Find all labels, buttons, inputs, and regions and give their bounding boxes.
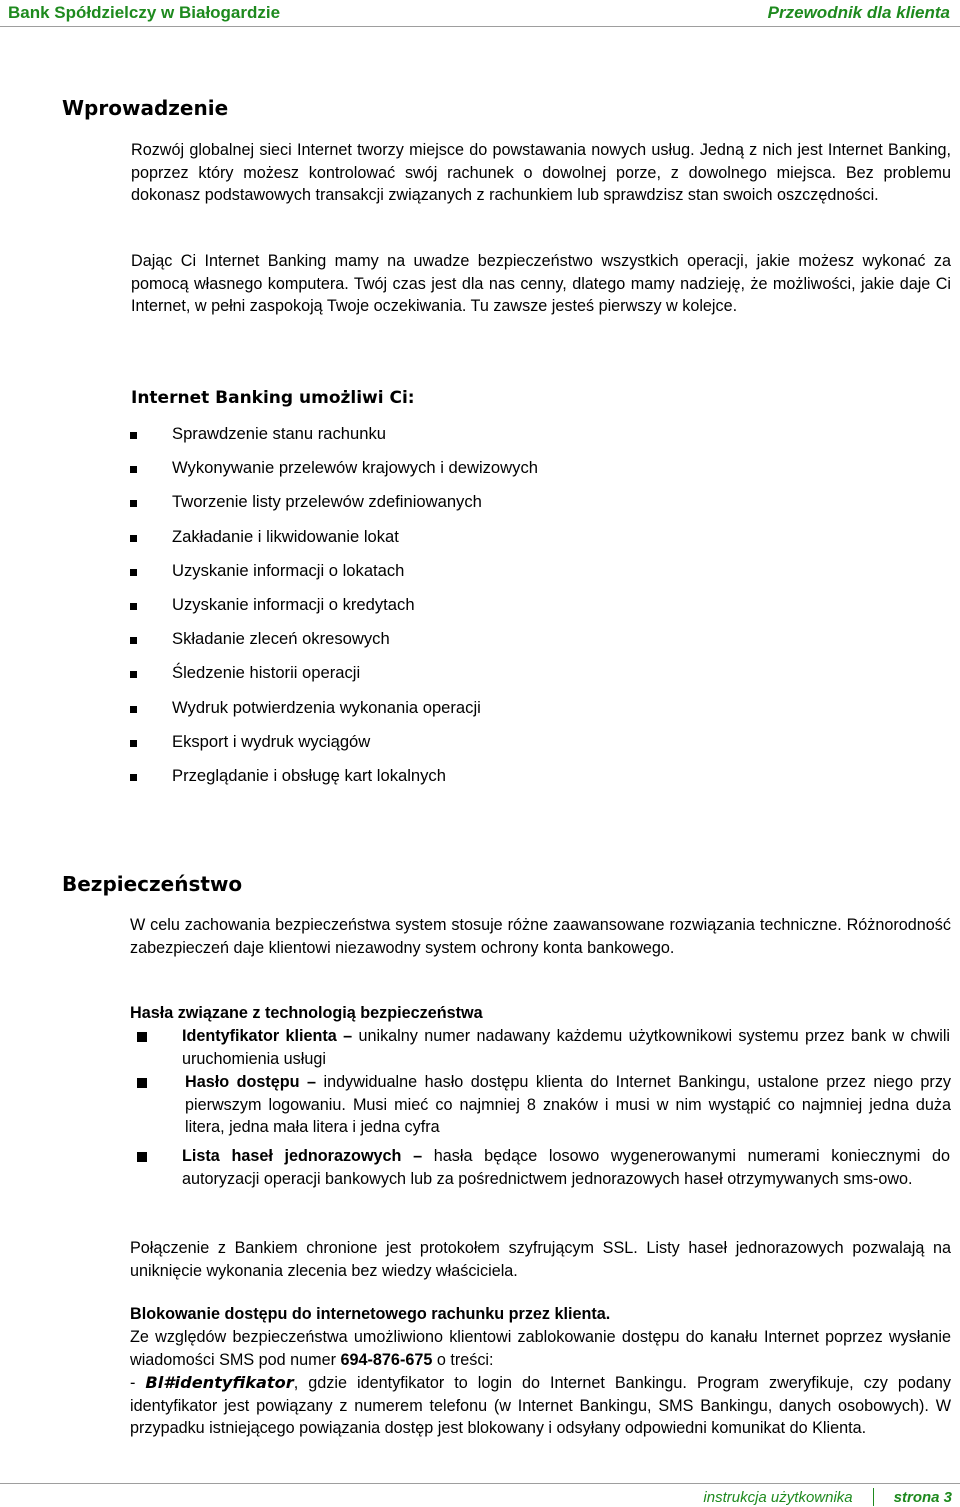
bullet-icon — [130, 535, 137, 542]
bullet-icon — [130, 637, 137, 644]
password-item-access: Hasło dostępu – indywidualne hasło dostępu klienta do Internet Bankingu, ustalone przez niego przy pierwszym logowaniu. Musi mieć co najmniej 8 znaków i musi w nim wystąpić co najmniej jedna duża litera, jedna mała litera i jedna cyfra — [137, 1071, 951, 1141]
list-item: Eksport i wydruk wyciągów — [130, 732, 538, 766]
list-item: Wykonywanie przelewów krajowych i dewizowych — [130, 458, 538, 492]
passwords-heading: Hasła związane z technologią bezpieczeństwa — [130, 1004, 483, 1022]
security-paragraph-1: W celu zachowania bezpieczeństwa system stosuje różne zaawansowane rozwiązania techniczne. Różnorodność zabezpieczeń daje klientowi niezawodny system ochrony konta bankowego. — [130, 916, 951, 957]
bullet-icon — [130, 671, 137, 678]
features-heading: Internet Banking umożliwi Ci: — [131, 388, 415, 408]
footer-separator — [873, 1488, 874, 1506]
sms-number: 694-876-675 — [340, 1350, 433, 1369]
guide-title: Przewodnik dla klienta — [767, 3, 950, 22]
intro-title: Wprowadzenie — [62, 96, 229, 120]
bullet-icon — [130, 466, 137, 473]
list-item: Wydruk potwierdzenia wykonania operacji — [130, 698, 538, 732]
security-paragraph-2: Połączenie z Bankiem chronione jest protokołem szyfrującym SSL. Listy haseł jednorazowych pozwalają na uniknięcie wykonania zlecenia bez wiedzy właściciela. — [130, 1239, 951, 1280]
bank-name: Bank Spółdzielczy w Białogardzie — [8, 3, 281, 22]
bullet-icon — [130, 432, 137, 439]
bullet-icon — [137, 1032, 147, 1042]
features-list — [130, 424, 538, 800]
document-name: instrukcja użytkownika — [703, 1488, 853, 1506]
intro-paragraph-1: Rozwój globalnej sieci Internet tworzy miejsce do powstawania nowych usług. Jedną z nich jest Internet Banking, poprzez który możesz kontrolować swój rachunek o dowolnej porze, z dowolnego miejsca. Bez problemu dokonasz podstawowych transakcji związanych z rachunkiem lub sprawdzisz stan swoich oszczędności. — [131, 141, 951, 204]
bullet-icon — [130, 740, 137, 747]
password-item-onetime-list: Lista haseł jednorazowych – hasła będące losowo wygenerowanymi numerami koniecznymi do autoryzacji operacji bankowych lub za pośrednictwem jednorazowych haseł otrzymywanych sms-owo. — [137, 1145, 951, 1215]
bullet-icon — [130, 603, 137, 610]
block-paragraph-1: Ze względów bezpieczeństwa umożliwiono klientowi zablokowanie dostępu do kanału Internet poprzez wysłanie wiadomości SMS pod numer 694-876-675 o treści: — [130, 1328, 951, 1369]
bullet-icon — [137, 1152, 147, 1162]
page-number: strona 3 — [893, 1488, 952, 1506]
list-item: Sprawdzenie stanu rachunku — [130, 424, 538, 458]
bullet-icon — [130, 500, 137, 507]
sms-command: Bl#identyfikator — [145, 1373, 294, 1392]
password-item-identifier: Identyfikator klienta – unikalny numer nadawany każdemu użytkownikowi systemu przez bank w chwili uruchomienia usługi — [137, 1025, 951, 1071]
list-item: Śledzenie historii operacji — [130, 663, 538, 697]
list-item: Tworzenie listy przelewów zdefiniowanych — [130, 492, 538, 526]
footer-divider — [0, 1483, 960, 1484]
page-header — [0, 0, 960, 27]
list-item: Uzyskanie informacji o kredytach — [130, 595, 538, 629]
page-footer — [703, 1488, 952, 1506]
bullet-icon — [130, 774, 137, 781]
list-item: Uzyskanie informacji o lokatach — [130, 561, 538, 595]
block-paragraph-2: - Bl#identyfikator, gdzie identyfikator to login do Internet Bankingu. Program zweryfikuje, czy podany identyfikator jest powiązany z numerem telefonu (w Internet Bankingu, SMS Bankingu, danych osobowych). W przypadku istniejącego powiązania dostęp jest blokowany i odsyłany odpowiedni komunikat do Klienta. — [130, 1373, 951, 1437]
list-item: Zakładanie i likwidowanie lokat — [130, 527, 538, 561]
list-item: Przeglądanie i obsługę kart lokalnych — [130, 766, 538, 800]
intro-paragraph-2: Dając Ci Internet Banking mamy na uwadze bezpieczeństwo wszystkich operacji, jakie możesz wykonać za pomocą własnego komputera. Twój czas jest dla nas cenny, dlatego mamy nadzieję, że możliwości, jakie daje Ci Internet, w pełni zaspokoją Twoje oczekiwania. Tu zawsze jesteś pierwszy w kolejce. — [131, 252, 951, 315]
list-item: Składanie zleceń okresowych — [130, 629, 538, 663]
bullet-icon — [130, 706, 137, 713]
block-heading: Blokowanie dostępu do internetowego rachunku przez klienta. — [130, 1305, 611, 1323]
bullet-icon — [137, 1078, 147, 1088]
security-title: Bezpieczeństwo — [62, 872, 243, 896]
bullet-icon — [130, 569, 137, 576]
